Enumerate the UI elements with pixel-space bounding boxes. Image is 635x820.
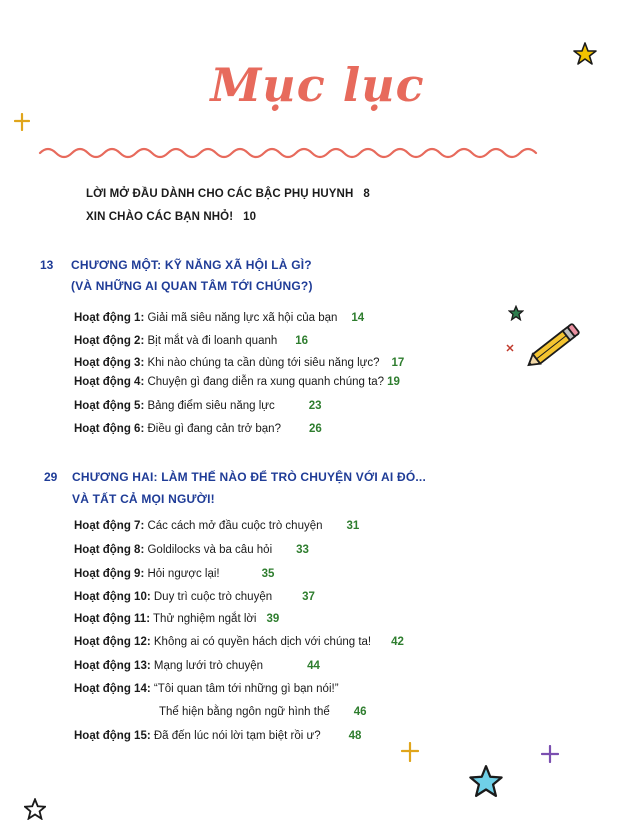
activity-label: Hoạt động 14: bbox=[74, 683, 151, 695]
toc-page-number: 39 bbox=[266, 613, 280, 625]
activity-text: Bảng điểm siêu năng lực bbox=[147, 400, 275, 412]
pencil-icon bbox=[520, 320, 586, 372]
activity-label: Hoạt động 15: bbox=[74, 730, 151, 742]
star-icon bbox=[469, 764, 503, 798]
activity-text: Duy trì cuộc trò chuyện bbox=[153, 591, 273, 603]
activity-label: Hoạt động 4: bbox=[74, 376, 145, 388]
activity-text: Đã đến lúc nói lời tạm biệt rồi ư? bbox=[153, 730, 321, 742]
activity-text: Thể hiện bằng ngôn ngữ hình thể bbox=[159, 706, 330, 718]
toc-page-number: 35 bbox=[261, 568, 275, 580]
toc-page-number: 42 bbox=[391, 636, 404, 648]
activity-text: Không ai có quyền hách dịch với chúng ta! bbox=[153, 636, 372, 648]
toc-page-number: 44 bbox=[307, 660, 320, 672]
toc-activity-entry[interactable] bbox=[74, 544, 309, 556]
activity-text: Giải mã siêu năng lực xã hội của bạn bbox=[147, 312, 338, 324]
toc-page-number: 10 bbox=[243, 211, 257, 223]
chapter-page-number: 13 bbox=[40, 258, 54, 272]
sparkle-icon bbox=[401, 742, 419, 762]
small-star-icon bbox=[508, 305, 524, 321]
toc-page-number: 48 bbox=[348, 730, 362, 742]
toc-page-number: 33 bbox=[296, 544, 309, 556]
activity-text: Bịt mắt và đi loanh quanh bbox=[147, 335, 278, 347]
activity-text: Các cách mở đầu cuộc trò chuyện bbox=[147, 520, 323, 532]
activity-label: Hoạt động 1: bbox=[74, 312, 145, 324]
activity-label: Hoạt động 6: bbox=[74, 423, 145, 435]
activity-text: Hỏi ngược lại! bbox=[147, 568, 220, 580]
toc-page-number: 16 bbox=[295, 335, 309, 347]
toc-intro-entry[interactable] bbox=[86, 211, 256, 223]
sparkle-icon bbox=[541, 745, 559, 763]
activity-label: Hoạt động 11: bbox=[74, 613, 151, 625]
page-title: Mục lục bbox=[210, 58, 425, 112]
chapter-title[interactable]: CHƯƠNG HAI: LÀM THẾ NÀO ĐỂ TRÒ CHUYỆN VỚI AI ĐÓ... bbox=[72, 470, 426, 484]
toc-page-number: 14 bbox=[351, 312, 365, 324]
toc-entry-label: XIN CHÀO CÁC BẠN NHỎ! bbox=[86, 211, 234, 223]
activity-label: Hoạt động 2: bbox=[74, 335, 145, 347]
activity-label: Hoạt động 7: bbox=[74, 520, 145, 532]
activity-text: Mạng lưới trò chuyện bbox=[153, 660, 264, 672]
toc-activity-entry[interactable] bbox=[74, 660, 320, 672]
activity-text: Khi nào chúng ta cần dùng tới siêu năng lực? bbox=[147, 357, 380, 369]
toc-activity-entry[interactable] bbox=[74, 591, 315, 603]
toc-activity-entry[interactable] bbox=[74, 613, 279, 625]
activity-text: Thử nghiệm ngắt lời bbox=[153, 613, 257, 625]
toc-page-number: 8 bbox=[363, 188, 370, 200]
toc-activity-entry[interactable] bbox=[74, 335, 308, 347]
tiny-x-icon bbox=[506, 344, 514, 352]
toc-activity-entry[interactable] bbox=[74, 520, 359, 532]
activity-text: “Tôi quan tâm tới những gì bạn nói!” bbox=[153, 683, 339, 695]
toc-activity-entry[interactable] bbox=[74, 376, 400, 388]
toc-activity-entry[interactable] bbox=[74, 636, 404, 648]
activity-text: Điều gì đang cản trở bạn? bbox=[147, 423, 281, 435]
toc-activity-entry[interactable] bbox=[74, 312, 364, 324]
toc-page-number: 17 bbox=[391, 357, 405, 369]
chapter-page-number: 29 bbox=[44, 470, 58, 484]
toc-activity-entry[interactable] bbox=[74, 568, 274, 580]
toc-page-number: 31 bbox=[346, 520, 360, 532]
toc-activity-entry[interactable] bbox=[74, 400, 322, 412]
toc-entry-label: LỜI MỞ ĐẦU DÀNH CHO CÁC BẬC PHỤ HUYNH bbox=[86, 188, 354, 200]
star-icon bbox=[24, 798, 46, 820]
chapter-subtitle[interactable]: (VÀ NHỮNG AI QUAN TÂM TỚI CHÚNG?) bbox=[71, 279, 313, 293]
toc-activity-entry[interactable] bbox=[74, 357, 404, 369]
toc-page-number: 19 bbox=[387, 376, 400, 388]
toc-page-number: 26 bbox=[308, 423, 322, 435]
toc-activity-entry[interactable] bbox=[74, 683, 339, 695]
activity-label: Hoạt động 9: bbox=[74, 568, 145, 580]
toc-page-number: 37 bbox=[302, 591, 315, 603]
sparkle-icon bbox=[14, 113, 30, 131]
chapter-title[interactable]: CHƯƠNG MỘT: KỸ NĂNG XÃ HỘI LÀ GÌ? bbox=[71, 258, 312, 272]
toc-intro-entry[interactable] bbox=[86, 188, 370, 200]
activity-label: Hoạt động 5: bbox=[74, 400, 145, 412]
activity-text: Goldilocks và ba câu hỏi bbox=[147, 544, 273, 556]
wavy-divider bbox=[38, 143, 550, 163]
toc-activity-entry[interactable] bbox=[74, 423, 322, 435]
toc-activity-continuation[interactable] bbox=[159, 706, 367, 718]
activity-label: Hoạt động 10: bbox=[74, 591, 151, 603]
toc-page-number: 46 bbox=[353, 706, 367, 718]
activity-text: Chuyện gì đang diễn ra xung quanh chúng ta? bbox=[147, 376, 385, 388]
activity-label: Hoạt động 12: bbox=[74, 636, 151, 648]
activity-label: Hoạt động 3: bbox=[74, 357, 145, 369]
activity-label: Hoạt động 13: bbox=[74, 660, 151, 672]
activity-label: Hoạt động 8: bbox=[74, 544, 145, 556]
toc-page-number: 23 bbox=[308, 400, 322, 412]
toc-activity-entry[interactable] bbox=[74, 730, 361, 742]
chapter-subtitle[interactable]: VÀ TẤT CẢ MỌI NGƯỜI! bbox=[72, 492, 215, 506]
